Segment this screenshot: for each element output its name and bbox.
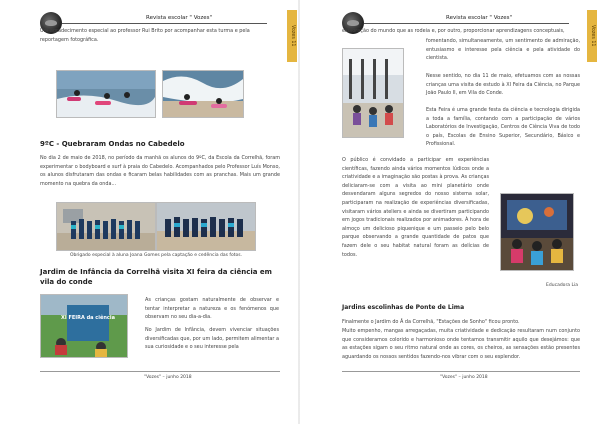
- intro-text: Um agradecimento especial ao professor Rui Brito por acompanhar esta turma e pela reportagem fotográfica.: [40, 28, 250, 43]
- footer-rule: [40, 371, 280, 372]
- header-title: Revista escolar " Vozes": [446, 15, 513, 21]
- group-photo-1-image: [57, 203, 155, 250]
- right-para-b: Nesse sentido, no dia 11 de maio, efetuamos com as nossas crianças uma visita de estudo à XI Feira da Ciência, no Parque João Paulo II, em Vila do Conde.: [426, 73, 580, 97]
- right-section-para2: Muito empenho, mangas arregaçadas, muita criatividade e dedicação resultaram num conjunto que consideramos colorido e harmonioso onde tentamos transmitir aquilo que desejámos: que as estações sigam o seu ritmo natural onde as cores, os cheiros, as sensações estão presentes aguardando os nossos sentidos fazendo-nos vibrar com o seu esplendor.: [342, 328, 580, 360]
- surf-photo-2: [162, 70, 244, 118]
- side-tab: Vozes 11: [587, 10, 597, 62]
- right-para-d: O público é convidado a participar em experiências científicas, fazendo ainda vários momentos lúdicos onde a criatividade e a imaginação são postas à prova. As crianças deliciaram-se com a visita ao mini planetário onde desvendaram alguns segredos do nosso sistema solar, participaram na realização de experiências diversificadas, visitaram vários ateliers e ainda se divertiram participando em jogos tradicionais realizados por animadores. À hora de almoço um delicioso piquenique e um passeio pelo belo parque observando a grande quantidade de patos que fazem dele o seu habitat natural foram as delícias de todos.: [342, 157, 489, 258]
- section2-para1: As crianças gostam naturalmente de observar e tentar interpretar a natureza e os fenómenos que observam no seu dia-a-dia.: [145, 297, 279, 321]
- activity-photo: [500, 193, 574, 271]
- header-rule: [62, 23, 267, 24]
- fair-sign-text: XI FEIRA da ciência: [61, 315, 115, 321]
- planetarium-photo: [342, 48, 404, 138]
- left-page: [0, 0, 298, 424]
- footer-text: "Vozes" – junho 2018: [144, 375, 192, 380]
- surf-photo-1: [56, 70, 156, 118]
- header-title: Revista escolar " Vozes": [146, 15, 213, 21]
- planetarium-photo-image: [343, 49, 403, 137]
- section1-body: No dia 2 de maio de 2018, no período da manhã os alunos do 9ºC, da Escola da Correlhã, foram experimentar o bodyboard e surf à praia do Cabedelo. Acompanhados pelo Professor Luís Monso, os alunos disfrutaram das ondas e ficaram belas habilidades com as pranchas. Mais um grande momento na quebra da onda...: [40, 155, 280, 187]
- group-photo-2-image: [157, 203, 255, 250]
- header-rule: [364, 23, 569, 24]
- right-para-c: Esta Feira é uma grande festa da ciência e tecnologia dirigida a toda a família, contando com a participação de vários Laboratórios de Investigação, Centros de Ciência Viva de todo o país, Escolas de Ensino Superior, Secundário, Básico e Profissional.: [426, 107, 580, 148]
- surf-photo-1-image: [57, 71, 155, 117]
- right-page: [300, 0, 600, 424]
- footer-text: "Vozes" – junho 2018: [440, 375, 488, 380]
- side-tab: Vozes 11: [287, 10, 297, 62]
- section2-para2: No Jardim de Infância, devem vivenciar situações diversificadas que, por um lado, permitem alimentar a sua curiosidade e o seu interesse pela: [145, 327, 279, 351]
- science-fair-photo-image: [41, 295, 127, 357]
- photo-caption: Obrigado especial à aluna Joana Gomes pela captação e cedência das fotos.: [69, 253, 243, 258]
- section1-title: 9ºC - Quebraram Ondas no Cabedelo: [40, 140, 185, 148]
- group-photo-1: [56, 202, 156, 251]
- activity-photo-image: [501, 194, 573, 270]
- right-para-a: fomentando, simultaneamente, um sentimento de admiração, entusiasmo e interesse pela ciência e pela atividade do cientista.: [426, 38, 580, 62]
- science-fair-photo: [40, 294, 128, 358]
- footer-rule: [342, 371, 580, 372]
- right-intro-text: exploração do mundo que as rodeia e, por outro, proporcionar aprendizagens conceptuais,: [342, 28, 565, 34]
- group-photo-2: [156, 202, 256, 251]
- signature: Educadora Lia: [546, 283, 578, 288]
- right-section-title: Jardins escolinhas de Ponte de Lima: [342, 304, 465, 311]
- section2-title: Jardim de Infância da Correlhã visita XI feira da ciência em vila do conde: [40, 268, 272, 286]
- right-section-para1: Finalmente o Jardim do Â da Correlhã, "Estações de Sonho" ficou pronto.: [342, 319, 520, 325]
- surf-photo-2-image: [163, 71, 243, 117]
